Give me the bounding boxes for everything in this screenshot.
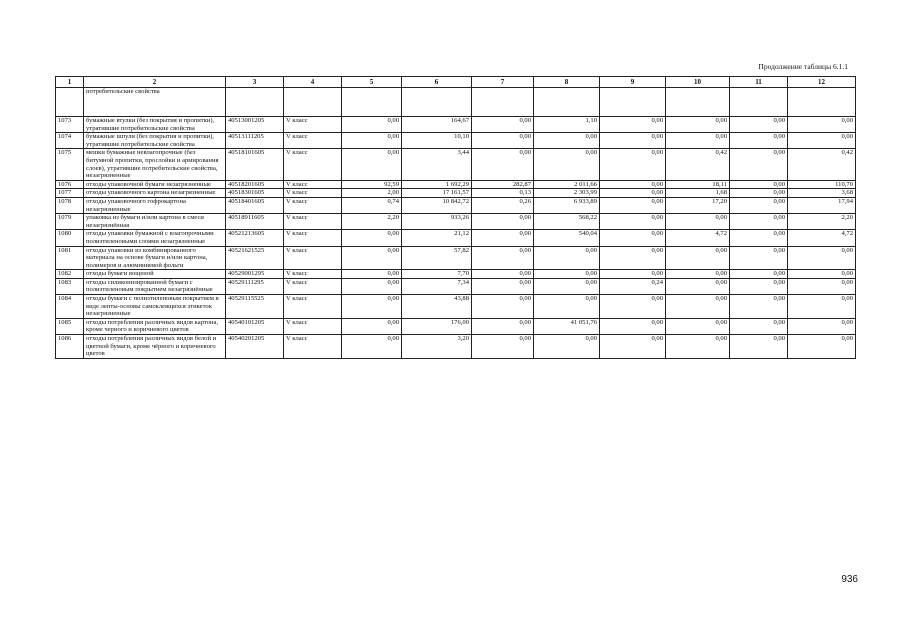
cell-name: отходы силиконизированной бумаги с полиэтиленовым покрытием незагрязнённые	[84, 278, 226, 294]
cell-class: V класс	[284, 214, 342, 230]
cell-value: 0,00	[472, 246, 534, 270]
cell-name: отходы бумаги с полиэтиленовым покрытием в виде ленты-основы самоклеящихся этикеток незагрязненные	[84, 295, 226, 319]
cell-value	[730, 88, 788, 117]
cell-value: 0,00	[472, 230, 534, 246]
column-header: 8	[534, 77, 600, 88]
cell-value: 0,00	[472, 149, 534, 180]
continuation-label: Продолжение таблицы 6.1.1	[758, 62, 848, 71]
cell-num: 1076	[56, 180, 84, 189]
cell-value: 1 692,29	[402, 180, 472, 189]
cell-name: отходы упаковочной бумаги незагрязненные	[84, 180, 226, 189]
cell-value: 57,82	[402, 246, 472, 270]
cell-value: 7,34	[402, 278, 472, 294]
cell-value: 3,44	[402, 149, 472, 180]
cell-code: 40518911605	[226, 214, 284, 230]
cell-code: 40521213605	[226, 230, 284, 246]
column-header: 3	[226, 77, 284, 88]
cell-value: 0,00	[534, 246, 600, 270]
cell-code: 40518401605	[226, 197, 284, 213]
cell-value: 0,00	[472, 278, 534, 294]
cell-value: 0,00	[788, 295, 856, 319]
cell-value: 0,00	[342, 230, 402, 246]
cell-value: 0,00	[730, 230, 788, 246]
cell-code: 40529115525	[226, 295, 284, 319]
cell-value: 0,42	[666, 149, 730, 180]
cell-value: 17,94	[788, 197, 856, 213]
cell-name: бумажные втулки (без покрытия и пропитки), утратившие потребительские свойства	[84, 117, 226, 133]
table-row	[56, 197, 856, 213]
cell-value: 0,00	[600, 117, 666, 133]
cell-class	[284, 88, 342, 117]
cell-value: 0,00	[472, 270, 534, 279]
cell-num	[56, 88, 84, 117]
column-header: 12	[788, 77, 856, 88]
column-header: 2	[84, 77, 226, 88]
cell-name: отходы упаковочного гофрокартона незагрязненные	[84, 197, 226, 213]
cell-value: 0,00	[342, 246, 402, 270]
cell-code: 40521621525	[226, 246, 284, 270]
cell-value: 17 161,57	[402, 189, 472, 198]
cell-value: 0,00	[788, 335, 856, 359]
cell-value: 0,00	[666, 278, 730, 294]
cell-value: 0,00	[730, 197, 788, 213]
cell-name: бумажные шпули (без покрытия и пропитки), утратившие потребительские свойства	[84, 133, 226, 149]
cell-name: потребительские свойства	[84, 88, 226, 117]
cell-value: 0,00	[730, 117, 788, 133]
cell-value	[600, 88, 666, 117]
cell-value: 0,00	[342, 318, 402, 334]
cell-num: 1083	[56, 278, 84, 294]
cell-value: 0,00	[600, 295, 666, 319]
cell-num: 1080	[56, 230, 84, 246]
cell-value: 0,74	[342, 197, 402, 213]
cell-value: 0,00	[534, 335, 600, 359]
cell-code: 40518301605	[226, 189, 284, 198]
cell-value: 41 051,76	[534, 318, 600, 334]
cell-value: 0,00	[534, 270, 600, 279]
cell-value: 0,00	[730, 278, 788, 294]
cell-value: 0,00	[600, 133, 666, 149]
table-row	[56, 318, 856, 334]
cell-value: 540,04	[534, 230, 600, 246]
cell-value: 282,87	[472, 180, 534, 189]
cell-value: 0,24	[600, 278, 666, 294]
cell-value: 0,00	[600, 180, 666, 189]
cell-value: 0,00	[600, 335, 666, 359]
cell-value: 2,00	[342, 189, 402, 198]
cell-value: 0,00	[730, 270, 788, 279]
cell-class: V класс	[284, 246, 342, 270]
cell-value: 2,20	[788, 214, 856, 230]
cell-num: 1075	[56, 149, 84, 180]
cell-value	[788, 88, 856, 117]
cell-value: 0,00	[730, 318, 788, 334]
cell-value	[402, 88, 472, 117]
cell-value: 0,00	[342, 335, 402, 359]
cell-value: 0,00	[534, 149, 600, 180]
cell-value: 0,00	[600, 214, 666, 230]
cell-value: 0,00	[342, 295, 402, 319]
column-header: 7	[472, 77, 534, 88]
continuation-row	[56, 88, 856, 117]
column-header: 5	[342, 77, 402, 88]
cell-num: 1079	[56, 214, 84, 230]
cell-value: 0,00	[600, 270, 666, 279]
cell-class: V класс	[284, 133, 342, 149]
cell-name: отходы потребления различных видов картона, кроме черного и коричневого цветов	[84, 318, 226, 334]
table-row	[56, 149, 856, 180]
cell-value: 0,00	[342, 149, 402, 180]
cell-name: упаковка из бумаги и/или картона в смеси незагрязнённая	[84, 214, 226, 230]
cell-value: 6 933,89	[534, 197, 600, 213]
cell-value: 0,00	[666, 117, 730, 133]
cell-num: 1082	[56, 270, 84, 279]
table-row	[56, 335, 856, 359]
cell-class: V класс	[284, 189, 342, 198]
cell-value: 0,00	[534, 295, 600, 319]
table-row	[56, 133, 856, 149]
cell-value: 0,00	[342, 270, 402, 279]
cell-value: 0,00	[730, 335, 788, 359]
cell-value: 21,12	[402, 230, 472, 246]
cell-value: 1,68	[666, 189, 730, 198]
cell-num: 1081	[56, 246, 84, 270]
cell-value: 0,00	[472, 214, 534, 230]
table-body	[56, 88, 856, 359]
cell-num: 1077	[56, 189, 84, 198]
cell-name: отходы потребления различных видов белой и цветной бумаги, кроме чёрного и коричневого цветов	[84, 335, 226, 359]
cell-value: 18,11	[666, 180, 730, 189]
cell-value: 2 011,66	[534, 180, 600, 189]
cell-value: 0,00	[472, 117, 534, 133]
cell-value: 2,20	[342, 214, 402, 230]
table-row	[56, 214, 856, 230]
cell-value: 176,00	[402, 318, 472, 334]
cell-value: 2 303,99	[534, 189, 600, 198]
cell-value: 0,00	[600, 197, 666, 213]
page-number: 936	[841, 574, 858, 585]
cell-value: 0,00	[788, 278, 856, 294]
cell-value: 0,00	[472, 295, 534, 319]
cell-value: 0,00	[730, 133, 788, 149]
cell-value: 43,88	[402, 295, 472, 319]
cell-class: V класс	[284, 270, 342, 279]
cell-class: V класс	[284, 335, 342, 359]
cell-code: 40518201605	[226, 180, 284, 189]
cell-value: 3,20	[402, 335, 472, 359]
table-row	[56, 278, 856, 294]
column-header: 6	[402, 77, 472, 88]
cell-value: 0,00	[788, 133, 856, 149]
cell-value: 0,00	[534, 133, 600, 149]
cell-value: 0,00	[472, 133, 534, 149]
cell-class: V класс	[284, 180, 342, 189]
cell-class: V класс	[284, 117, 342, 133]
cell-value: 0,00	[666, 214, 730, 230]
cell-value: 0,00	[666, 270, 730, 279]
cell-value: 0,00	[730, 180, 788, 189]
cell-code: 40540201205	[226, 335, 284, 359]
cell-code: 40518101605	[226, 149, 284, 180]
cell-value: 0,00	[600, 230, 666, 246]
cell-name: мешки бумажные невлагопрочные (без битумной пропитки, прослойки и армирования слоев), утратившие потребительские свойства, незагрязненные	[84, 149, 226, 180]
cell-value: 4,72	[788, 230, 856, 246]
cell-value: 933,26	[402, 214, 472, 230]
column-header: 1	[56, 77, 84, 88]
cell-value: 0,00	[730, 295, 788, 319]
column-header: 10	[666, 77, 730, 88]
cell-num: 1074	[56, 133, 84, 149]
cell-code: 40513001205	[226, 117, 284, 133]
cell-value: 0,00	[600, 318, 666, 334]
cell-code: 40513111205	[226, 133, 284, 149]
cell-class: V класс	[284, 230, 342, 246]
cell-value	[472, 88, 534, 117]
cell-value: 0,00	[666, 133, 730, 149]
table-row	[56, 230, 856, 246]
cell-class: V класс	[284, 295, 342, 319]
column-header: 11	[730, 77, 788, 88]
cell-value	[342, 88, 402, 117]
cell-value: 0,00	[342, 117, 402, 133]
cell-value: 568,22	[534, 214, 600, 230]
header-row	[56, 77, 856, 88]
cell-value: 0,00	[600, 246, 666, 270]
column-header: 9	[600, 77, 666, 88]
cell-value: 0,13	[472, 189, 534, 198]
cell-value: 164,67	[402, 117, 472, 133]
cell-value: 0,42	[788, 149, 856, 180]
cell-value: 0,00	[666, 246, 730, 270]
cell-value: 0,00	[342, 278, 402, 294]
cell-name: отходы упаковки из комбинированного материала на основе бумаги и/или картона, полимеров и алюминиевой фольги	[84, 246, 226, 270]
cell-value: 0,00	[666, 318, 730, 334]
cell-value: 0,00	[788, 246, 856, 270]
cell-code: 40529001295	[226, 270, 284, 279]
cell-value: 0,00	[534, 278, 600, 294]
cell-value: 0,00	[666, 295, 730, 319]
cell-num: 1084	[56, 295, 84, 319]
cell-num: 1085	[56, 318, 84, 334]
cell-code: 40540101205	[226, 318, 284, 334]
cell-code	[226, 88, 284, 117]
cell-class: V класс	[284, 197, 342, 213]
cell-value: 0,00	[730, 214, 788, 230]
cell-name: отходы упаковки бумажной с влагопрочными полиэтиленовыми слоями незагрязненные	[84, 230, 226, 246]
cell-value: 0,00	[788, 318, 856, 334]
cell-value: 0,00	[472, 335, 534, 359]
cell-value: 1,10	[534, 117, 600, 133]
cell-value: 0,00	[730, 246, 788, 270]
table-row	[56, 246, 856, 270]
cell-value: 4,72	[666, 230, 730, 246]
table-row	[56, 295, 856, 319]
cell-value: 10,10	[402, 133, 472, 149]
cell-value: 92,59	[342, 180, 402, 189]
cell-value: 0,00	[472, 318, 534, 334]
cell-value: 110,70	[788, 180, 856, 189]
cell-class: V класс	[284, 149, 342, 180]
cell-value: 17,20	[666, 197, 730, 213]
cell-num: 1073	[56, 117, 84, 133]
cell-value: 0,00	[600, 189, 666, 198]
table-row	[56, 180, 856, 189]
cell-value: 0,00	[788, 117, 856, 133]
table-row	[56, 117, 856, 133]
cell-value: 0,00	[666, 335, 730, 359]
cell-value: 7,70	[402, 270, 472, 279]
waste-table	[55, 76, 856, 359]
cell-value: 3,68	[788, 189, 856, 198]
cell-value: 0,00	[342, 133, 402, 149]
cell-num: 1078	[56, 197, 84, 213]
cell-value: 0,26	[472, 197, 534, 213]
table-row	[56, 270, 856, 279]
cell-name: отходы бумаги вощеной	[84, 270, 226, 279]
cell-value: 0,00	[788, 270, 856, 279]
cell-value: 0,00	[730, 149, 788, 180]
cell-value: 0,00	[730, 189, 788, 198]
cell-class: V класс	[284, 278, 342, 294]
cell-value: 10 842,72	[402, 197, 472, 213]
cell-code: 40529111295	[226, 278, 284, 294]
cell-num: 1086	[56, 335, 84, 359]
column-header: 4	[284, 77, 342, 88]
cell-name: отходы упаковочного картона незагрязненные	[84, 189, 226, 198]
cell-value: 0,00	[600, 149, 666, 180]
table-row	[56, 189, 856, 198]
cell-value	[666, 88, 730, 117]
cell-value	[534, 88, 600, 117]
cell-class: V класс	[284, 318, 342, 334]
